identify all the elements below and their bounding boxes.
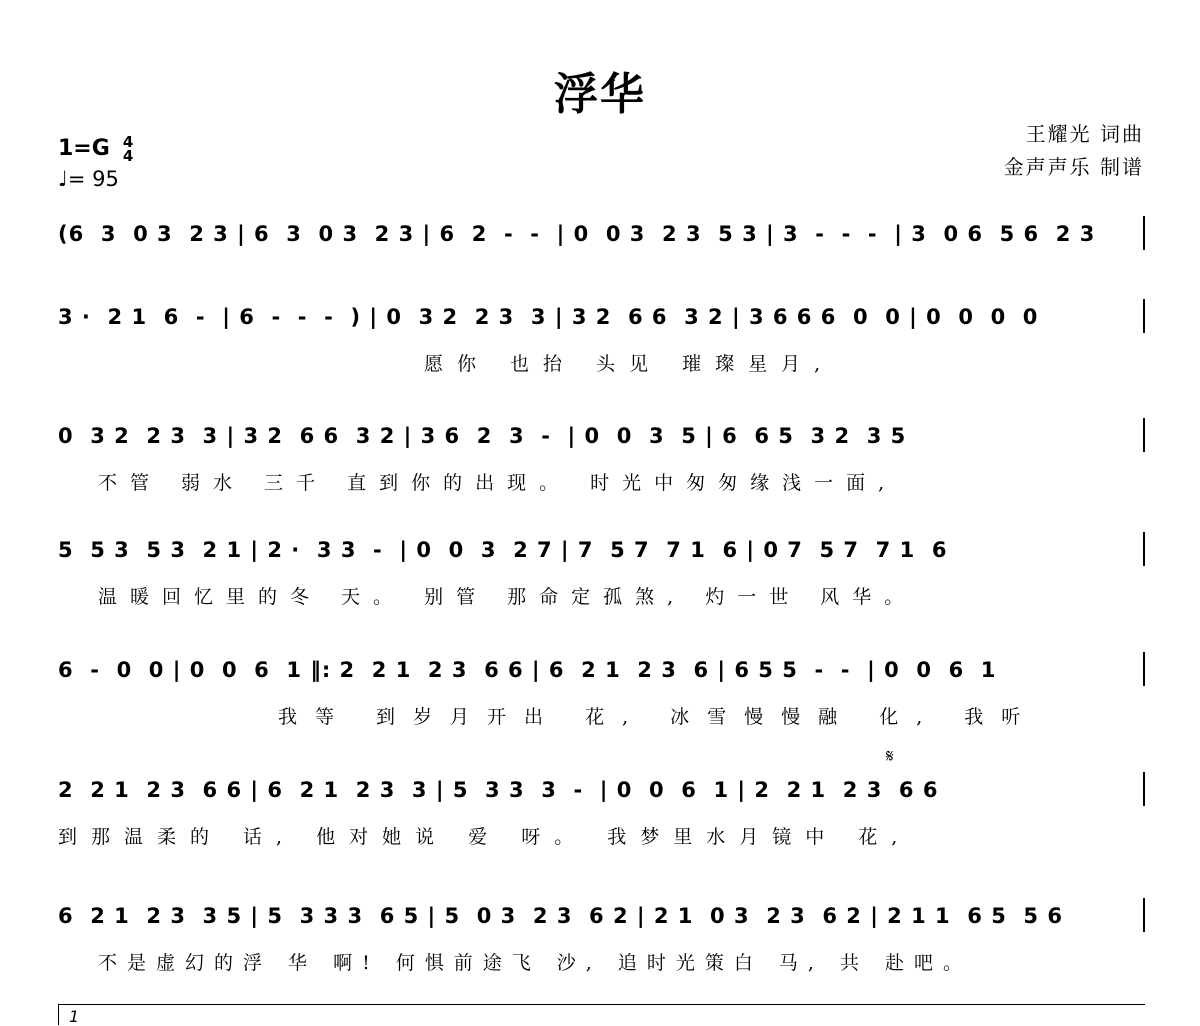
time-signature: [123, 135, 133, 163]
page-title: 浮华: [554, 69, 646, 120]
barline: [1143, 532, 1145, 566]
composer-credit: 王耀光 词曲: [1025, 122, 1144, 146]
time-numerator: 4: [122, 133, 134, 151]
lyric-line: 愿你 也抬 头见 璀璨星月,: [424, 353, 835, 375]
segno-sign: 𝄋: [886, 746, 894, 767]
time-denominator: 4: [122, 147, 134, 165]
lyric-line: 到那温柔的 话, 他对她说 爱 呀。 我梦里水月镜中 花,: [58, 826, 912, 848]
barline: [1143, 299, 1145, 333]
barline: [1143, 216, 1145, 250]
score-row: [58, 904, 1145, 974]
page-footer: [58, 1004, 1145, 1025]
notation-line: 0 3 2 2 3 3 | 3 2 6 6 3 2 | 3 6 2 3 - | 0 0 3 5 | 6 6 5 3 2 3 5: [58, 424, 907, 448]
lyric-line: 我等 到岁月开出 花, 冰雪慢慢融 化, 我听: [278, 706, 1039, 728]
lyric-line: 不管 弱水 三千 直到你的出现。 时光中匆匆缘浅一面,: [98, 472, 898, 494]
notation-line: 5 5 3 5 3 2 1 | 2 · 3 3 - | 0 0 3 2 7 | 7 5 7 7 1 6 | 0 7 5 7 7 1 6: [58, 538, 948, 562]
notation-line: 2 2 1 2 3 6 6 | 6 2 1 2 3 3 | 5 3 3 3 - | 0 0 6 1 | 2 2 1 2 3 6 6: [58, 778, 939, 802]
notation-line: 6 - 0 0 | 0 0 6 1 ‖: 2 2 1 2 3 6 6 | 6 2 1 2 3 6 | 6 5 5 - - | 0 0 6 1: [58, 658, 997, 682]
score-row: [58, 222, 1145, 292]
score-row: [58, 538, 1145, 608]
barline: [1143, 898, 1145, 932]
score-row: [58, 305, 1145, 375]
lyric-line: 不是虚幻的浮 华 啊! 何惧前途飞 沙, 追时光策白 马, 共 赴吧。: [98, 952, 973, 974]
arranger-credit: 金声声乐 制谱: [1003, 155, 1144, 179]
barline: [1143, 652, 1145, 686]
notation-line: (6 3 0 3 2 3 | 6 3 0 3 2 3 | 6 2 - - | 0 0 3 2 3 5 3 | 3 - - - | 3 0 6 5 6 2 3: [58, 222, 1096, 246]
score-row: [58, 424, 1145, 494]
key-and-meter: [58, 134, 133, 194]
barline: [1143, 772, 1145, 806]
notation-line: 3 · 2 1 6 - | 6 - - - ) | 0 3 2 2 3 3 | 3 2 6 6 3 2 | 3 6 6 6 0 0 | 0 0 0 0: [58, 305, 1039, 329]
key-signature: 1=G: [58, 136, 110, 161]
score-row: [58, 778, 1145, 848]
credits: [1004, 118, 1144, 184]
barline: [1143, 418, 1145, 452]
tempo-marking: ♩= 95: [58, 167, 119, 191]
lyric-line: 温暖回忆里的冬 天。 别管 那命定孤煞, 灼一世 风华。: [98, 586, 917, 608]
notation-line: 6 2 1 2 3 3 5 | 5 3 3 3 6 5 | 5 0 3 2 3 6 2 | 2 1 0 3 2 3 6 2 | 2 1 1 6 5 5 6: [58, 904, 1063, 928]
page-number: 1: [69, 1007, 80, 1026]
score-row: [58, 658, 1145, 728]
